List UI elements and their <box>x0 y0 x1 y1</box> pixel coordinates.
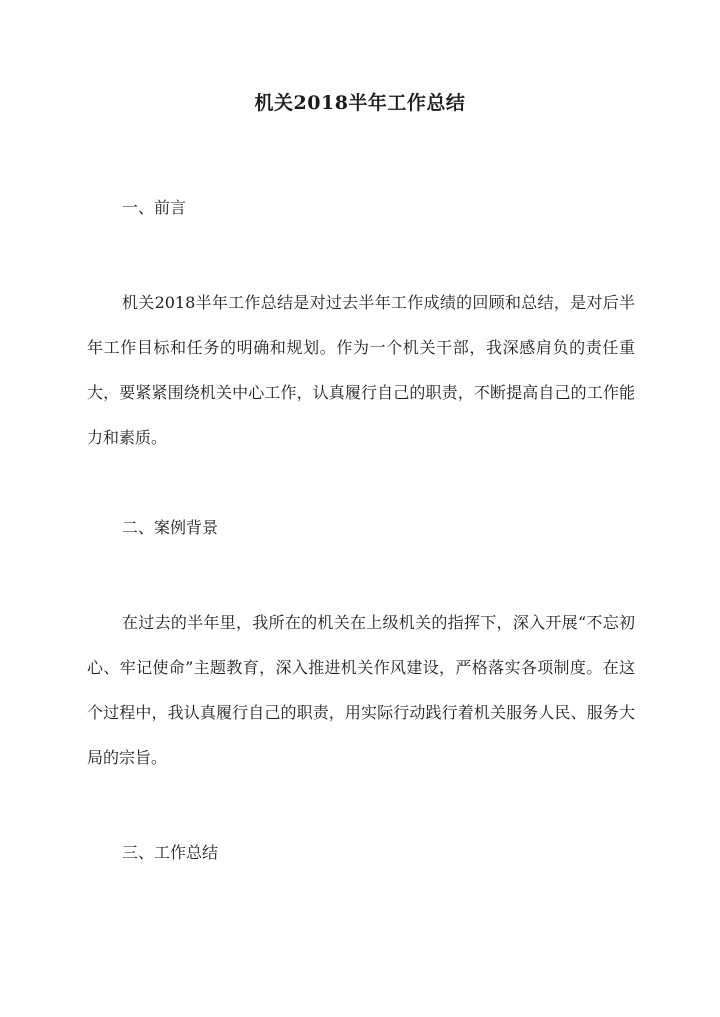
section-heading-background: 二、案例背景 <box>122 518 219 537</box>
section-paragraph-background: 在过去的半年里，我所在的机关在上级机关的指挥下，深入开展“不忘初心、牢记使命”主题教育，深入推进机关作风建设，严格落实各项制度。在这个过程中，我认真履行自己的职责，用实际行动践行着机关服务人民、服务大局的宗旨。 <box>87 613 635 767</box>
section-paragraph-preface: 机关2018半年工作总结是对过去半年工作成绩的回顾和总结，是对后半年工作目标和任务的明确和规划。作为一个机关干部，我深感肩负的责任重大，要紧紧围绕机关中心工作，认真履行自己的职责，不断提高自己的工作能力和素质。 <box>87 293 635 447</box>
document-title: 机关2018半年工作总结 <box>254 92 466 114</box>
section-heading-summary: 三、工作总结 <box>122 843 219 862</box>
section-heading-preface: 一、前言 <box>122 198 187 217</box>
